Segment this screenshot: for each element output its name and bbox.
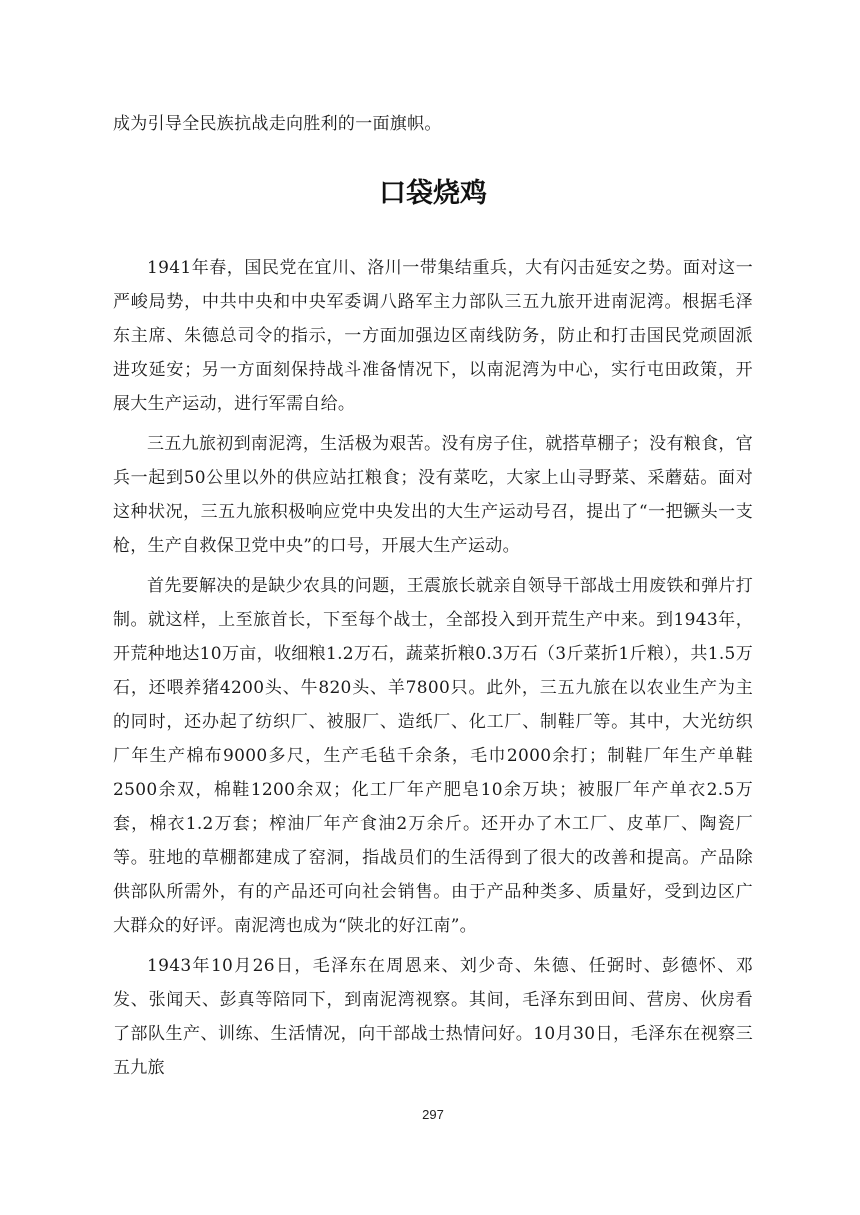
body-paragraph: 1943年10月26日，毛泽东在周恩来、刘少奇、朱德、任弼时、彭德怀、邓发、张闻天、彭真等陪同下，到南泥湾视察。其间，毛泽东到田间、营房、伙房看了部队生产、训练、生活情况，向干部战士热情问好。10月30日，毛泽东在视察三五九旅 [113,956,753,1078]
article-body [113,251,753,1091]
body-paragraph: 三五九旅初到南泥湾，生活极为艰苦。没有房子住，就搭草棚子；没有粮食，官兵一起到50公里以外的供应站扛粮食；没有菜吃，大家上山寻野菜、采蘑菇。面对这种状况，三五九旅积极响应党中央发出的大生产运动号召，提出了“一把镢头一支枪，生产自救保卫党中央”的口号，开展大生产运动。 [113,434,753,556]
page-number: 297 [422,1107,444,1122]
body-paragraph: 1941年春，国民党在宜川、洛川一带集结重兵，大有闪击延安之势。面对这一严峻局势，中共中央和中央军委调八路军主力部队三五九旅开进南泥湾。根据毛泽东主席、朱德总司令的指示，一方面加强边区南线防务，防止和打击国民党顽固派进攻延安；另一方面刻保持战斗准备情况下，以南泥湾为中心，实行屯田政策，开展大生产运动，进行军需自给。 [113,258,753,414]
body-paragraph: 首先要解决的是缺少农具的问题，王震旅长就亲自领导干部战士用废铁和弹片打制。就这样，上至旅首长，下至每个战士，全部投入到开荒生产中来。到1943年，开荒种地达10万亩，收细粮1.2万石，蔬菜折粮0.3万石（3斤菜折1斤粮），共1.5万石，还喂养猪4200头、牛820头、羊7800只。此外，三五九旅在以农业生产为主的同时，还办起了纺织厂、被服厂、造纸厂、化工厂、制鞋厂等。其中，大光纺织厂年生产棉布9000多尺，生产毛毡千余条，毛巾2000余打；制鞋厂年生产单鞋2500余双，棉鞋1200余双；化工厂年产肥皂10余万块；被服厂年产单衣2.5万套，棉衣1.2万套；榨油厂年产食油2万余斤。还开办了木工厂、皮革厂、陶瓷厂等。驻地的草棚都建成了窑洞，指战员们的生活得到了很大的改善和提高。产品除供部队所需外，有的产品还可向社会销售。由于产品种类多、质量好，受到边区广大群众的好评。南泥湾也成为“陕北的好江南”。 [113,576,753,936]
section-title: 口袋烧鸡 [379,178,487,209]
document-page [113,0,753,1215]
lead-paragraph: 成为引导全民族抗战走向胜利的一面旗帜。 [113,114,442,134]
